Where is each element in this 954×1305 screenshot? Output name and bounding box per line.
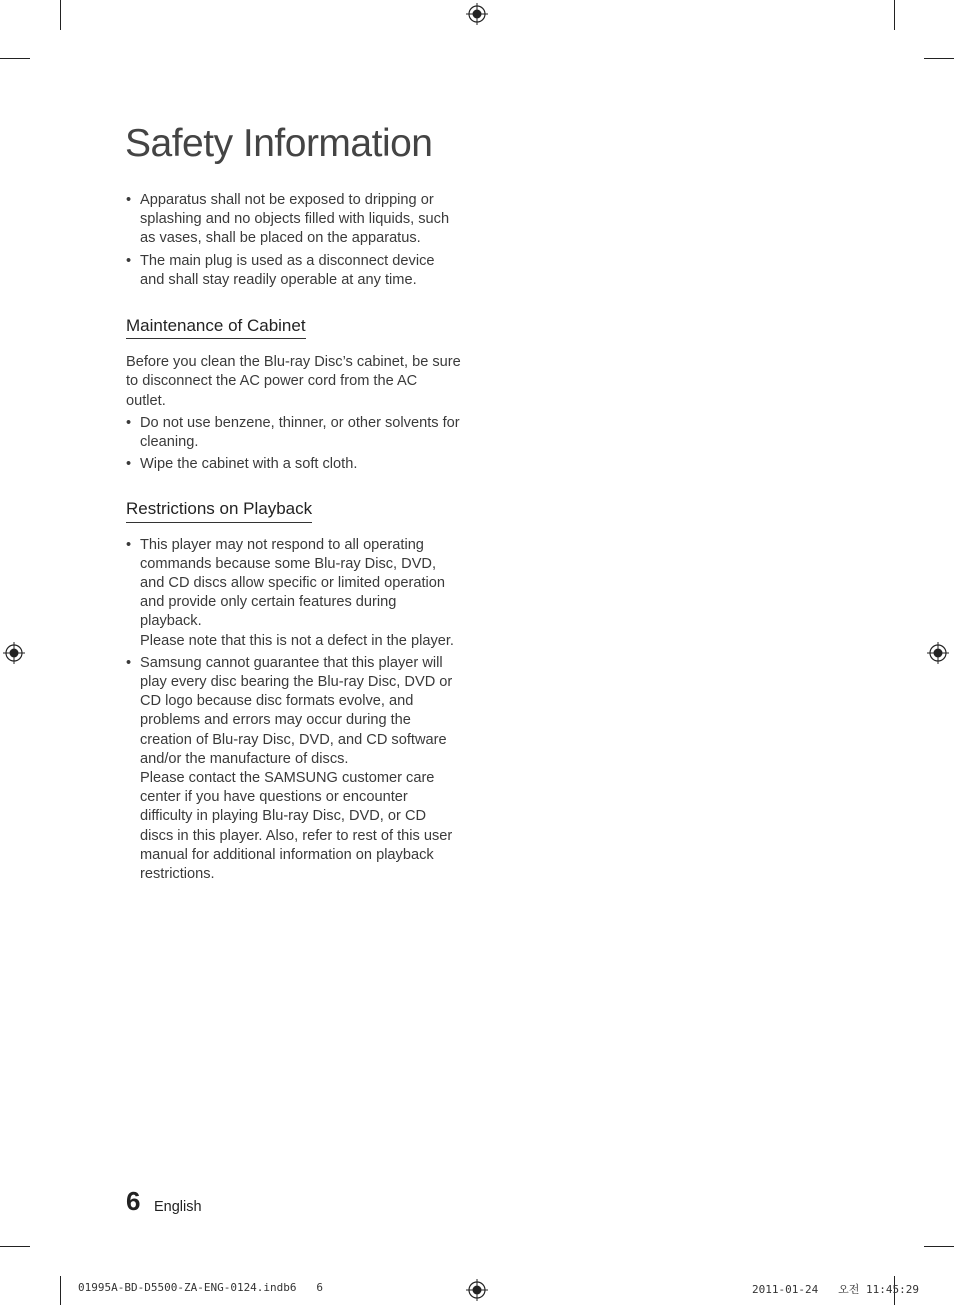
crop-mark-top-left-h <box>0 58 30 59</box>
crop-mark-top-left <box>60 0 61 30</box>
registration-mark-icon <box>466 1279 488 1301</box>
restrictions-bullet-list <box>126 536 461 885</box>
print-slug-file: 01995A-BD-D5500-ZA-ENG-0124.indb6 6 <box>78 1281 324 1294</box>
bullet-text: The main plug is used as a disconnect device and shall stay readily operable at any time. <box>140 252 435 288</box>
crop-mark-bottom-right-h <box>924 1246 954 1247</box>
bullet-note: Please contact the SAMSUNG customer care center if you have questions or encounter difficulty in playing Blu-ray Disc, DVD, or CD discs in this player. Also, refer to rest of this user manual for additional information on playback restrictions. <box>140 770 453 883</box>
crop-mark-top-right <box>894 0 895 30</box>
bullet-text: Do not use benzene, thinner, or other solvents for cleaning. <box>140 414 460 451</box>
intro-bullet-list <box>126 191 461 290</box>
bullet-text: Wipe the cabinet with a soft cloth. <box>140 456 358 473</box>
list-item <box>126 414 461 452</box>
list-item <box>126 654 461 884</box>
list-item <box>126 455 461 474</box>
registration-mark-icon <box>927 642 949 664</box>
content-column <box>126 191 461 887</box>
crop-mark-bottom-left-h <box>0 1246 30 1247</box>
list-item <box>126 536 461 651</box>
maintenance-section <box>126 316 461 474</box>
bullet-glyph: • <box>126 654 132 671</box>
section-heading-maintenance: Maintenance of Cabinet <box>126 316 306 339</box>
page-number: 6 <box>126 1186 141 1216</box>
bullet-glyph: • <box>126 192 132 208</box>
registration-mark-icon <box>466 3 488 25</box>
restrictions-section <box>126 499 461 884</box>
bullet-text: This player may not respond to all operating commands because some Blu-ray Disc, DVD, and CD discs allow specific or limited operation and provide only certain features during playback. <box>140 536 445 630</box>
registration-mark-icon <box>3 642 25 664</box>
page-language: English <box>154 1199 202 1215</box>
bullet-glyph: • <box>126 456 132 473</box>
maintenance-bullet-list <box>126 414 461 475</box>
bullet-glyph: • <box>126 536 132 553</box>
page-title: Safety Information <box>125 122 433 165</box>
bullet-text: Apparatus shall not be exposed to dripping or splashing and no objects filled with liquids, such as vases, shall be placed on the apparatus. <box>140 192 450 247</box>
maintenance-intro: Before you clean the Blu-ray Disc’s cabinet, be sure to disconnect the AC power cord from the AC outlet. <box>126 354 461 409</box>
bullet-text: Samsung cannot guarantee that this player will play every disc bearing the Blu-ray Disc, DVD or CD logo because disc formats evolve, and problems and errors may occur during the creation of Blu-ray Disc, DVD, and CD software and/or the manufacture of discs. <box>140 654 453 767</box>
bullet-glyph: • <box>126 414 132 431</box>
crop-mark-bottom-left <box>60 1276 61 1305</box>
bullet-note: Please note that this is not a defect in the player. <box>140 632 454 649</box>
list-item <box>126 252 461 290</box>
list-item <box>126 191 461 249</box>
print-slug-date: 2011-01-24 오전 11:45:29 <box>752 1283 919 1296</box>
bullet-glyph: • <box>126 252 132 269</box>
crop-mark-top-right-h <box>924 58 954 59</box>
section-heading-restrictions: Restrictions on Playback <box>126 499 312 522</box>
